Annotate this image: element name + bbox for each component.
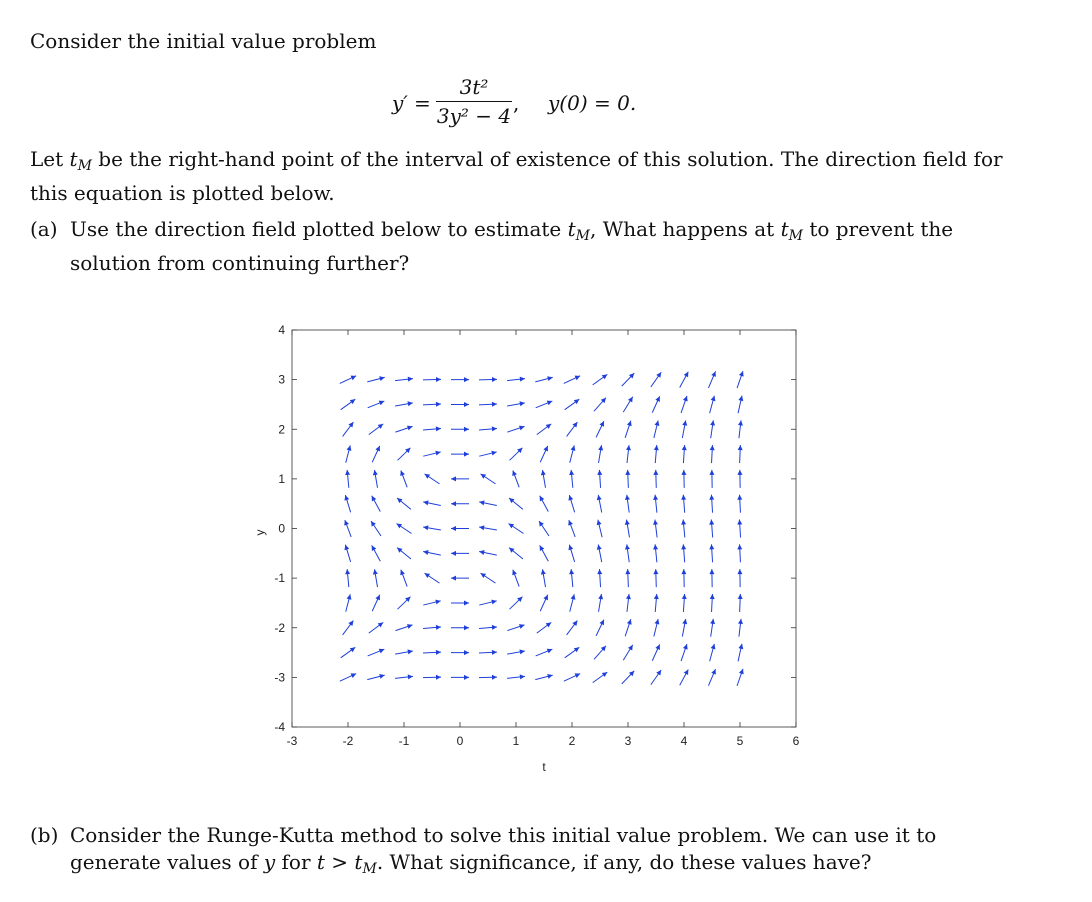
field-arrow [345,470,350,488]
field-arrow [738,396,743,414]
equation-denominator: 3y² − 4 [436,104,512,128]
field-arrow [597,544,602,562]
field-arrow [340,376,356,384]
field-arrow [653,470,658,488]
equation-lhs: y′ [392,91,408,115]
field-arrow [654,421,660,438]
field-arrow [570,445,576,462]
field-arrow [568,495,574,512]
field-arrow [622,373,634,386]
field-arrow [625,495,630,513]
field-arrow [541,569,546,587]
field-arrow [423,625,441,630]
part-a-var2: t [780,217,789,241]
field-arrow [568,545,574,562]
field-arrow [479,500,497,505]
field-arrow [651,670,661,685]
field-arrow [708,371,715,388]
part-a-text2: , What happens at [590,217,775,241]
field-arrow [451,675,469,680]
part-b-label: (b) [30,823,59,847]
field-arrow [564,376,580,384]
field-arrow [395,401,413,406]
field-arrow [738,644,743,662]
field-arrow [541,470,546,488]
field-arrow [709,495,714,513]
field-arrow [479,451,496,456]
field-arrow [653,569,658,587]
field-arrow [540,446,548,462]
field-arrow [737,569,742,587]
field-arrow [680,372,689,388]
field-arrow [565,647,580,658]
equation-numerator: 3t² [459,75,489,99]
part-b [30,822,1030,883]
part-b-gt: > [331,850,349,874]
part-b-text1: Consider the Runge-Kutta method to solve this initial value problem. We can use it to generate values of [70,823,937,874]
field-arrow [597,495,602,513]
field-arrow [625,544,630,562]
field-arrow [367,674,384,680]
field-arrow [479,402,497,407]
field-arrow [564,673,580,681]
field-arrow [681,470,686,488]
field-arrow [737,371,744,388]
p1-before: Let [30,147,64,171]
field-arrow [341,647,356,658]
field-arrow [423,600,440,605]
field-arrow [509,498,523,509]
field-arrow [625,421,631,438]
field-arrow [535,376,552,382]
p1-var: t [69,147,78,171]
field-arrow [653,544,658,562]
field-arrow [451,427,469,432]
field-arrow [481,573,496,583]
field-arrow [597,470,602,488]
field-arrow [596,620,604,636]
field-arrow [539,521,549,536]
field-arrow [594,646,606,659]
field-arrow [737,470,742,488]
p1-sub: M [77,158,92,174]
field-arrow [625,520,630,538]
field-arrow [372,446,380,462]
field-arrow [423,650,441,655]
field-arrow [340,673,356,681]
field-arrow [369,622,383,633]
field-arrow [344,545,350,562]
direction-field-arrows [340,371,744,686]
field-arrow [479,625,497,630]
field-arrow [597,569,602,587]
field-arrow [512,470,519,487]
field-arrow [423,525,441,530]
field-arrow [373,470,378,488]
y-tick-label: -4 [274,720,285,734]
initial-condition: y(0) = 0. [548,91,637,115]
field-arrow [738,619,743,637]
y-tick-label: 4 [278,323,285,337]
field-arrow [626,594,631,612]
field-arrow [625,470,630,488]
field-arrow [598,445,603,463]
field-arrow [398,448,411,461]
field-arrow [451,625,469,630]
field-arrow [651,372,661,387]
field-arrow [737,520,742,538]
x-tick-label: 6 [792,734,800,748]
part-a-sub2: M [788,228,803,244]
part-b-var-t: t [316,850,325,874]
field-arrow [710,445,715,463]
x-tick-label: -2 [342,734,354,748]
field-arrow [345,569,350,587]
equation-equals: = [414,91,431,115]
field-arrow [681,396,688,413]
field-arrow [479,550,497,555]
field-arrow [596,421,604,437]
field-arrow [451,501,469,506]
field-arrow [451,526,469,531]
field-arrow [681,544,686,562]
x-axis-label: t [542,760,546,774]
part-a-sub: M [575,228,591,244]
field-arrow [681,569,686,587]
field-arrow [710,396,716,413]
field-arrow [423,675,441,680]
field-arrow [507,377,525,382]
field-arrow [479,650,497,655]
field-arrow [710,420,715,438]
field-arrow [737,495,742,513]
field-arrow [397,524,412,534]
x-tick-label: -1 [398,734,410,748]
field-arrow [397,548,411,559]
intro-text: Consider the initial value problem [30,29,377,53]
field-arrow [372,595,380,611]
field-arrow [510,448,523,461]
p1-after: be the right-hand point of the interval of existence of this solution. The direction field for this equation is plotted below. [30,147,1003,205]
field-arrow [540,545,549,561]
field-arrow [423,426,441,431]
field-arrow [451,576,469,581]
field-arrow [653,495,658,513]
field-arrow [373,569,378,587]
field-arrow [346,445,352,462]
field-arrow [709,470,714,488]
field-arrow [567,621,578,635]
part-a-text3: to prevent the solution from continuing further? [70,217,954,275]
field-arrow [368,649,385,656]
field-arrow [372,496,381,512]
field-arrow [371,521,381,536]
field-arrow [710,619,715,637]
field-arrow [568,520,575,537]
field-arrow [593,374,608,385]
field-arrow [540,496,549,512]
field-arrow [372,545,381,561]
field-arrow [652,396,660,412]
field-arrow [654,594,659,612]
y-tick-label: 1 [278,471,285,486]
field-arrow [682,445,687,463]
field-arrow [738,594,743,612]
field-arrow [510,597,523,610]
y-tick-label: 2 [278,422,285,437]
field-arrow [626,445,631,463]
field-arrow [709,520,714,538]
field-arrow [451,650,469,655]
field-arrow [343,621,354,635]
field-arrow [537,424,551,435]
y-axis-label: y [253,529,267,536]
field-arrow [369,424,383,435]
x-tick-label: -3 [286,734,298,748]
field-arrow [738,420,743,438]
x-tick-label: 5 [736,734,744,748]
field-arrow [567,422,578,436]
field-arrow [594,398,606,411]
field-arrow [710,644,716,661]
field-arrow [395,649,413,654]
field-arrow [622,671,634,684]
field-arrow [536,401,553,408]
field-arrow [512,570,519,587]
plot-axes [274,323,799,748]
field-arrow [565,399,580,410]
part-b-text3: . What significance, if any, do these values have? [376,850,872,874]
field-arrow [397,498,411,509]
field-arrow [423,500,441,505]
field-arrow [395,377,413,382]
field-arrow [479,426,497,431]
field-arrow [625,569,630,587]
field-arrow [343,422,354,436]
field-arrow [569,569,574,587]
part-b-sub: M [362,861,377,877]
field-arrow [398,597,411,610]
y-tick-label: -1 [274,571,285,586]
field-arrow [423,402,441,407]
field-arrow [451,377,469,382]
part-b-var-tm: t [354,850,363,874]
y-tick-label: 0 [278,521,285,536]
field-arrow [344,495,350,512]
x-tick-label: 4 [680,734,688,748]
field-arrow [451,600,469,605]
field-arrow [708,669,715,686]
field-arrow [652,644,660,660]
field-arrow [451,452,469,457]
field-arrow [681,520,686,538]
field-arrow [710,594,715,612]
field-arrow [654,619,660,636]
field-arrow [593,672,608,683]
field-arrow [507,426,524,432]
field-arrow [344,520,351,537]
field-arrow [425,573,440,583]
field-arrow [507,674,525,679]
part-a-var: t [567,217,576,241]
x-tick-label: 3 [624,734,632,748]
field-arrow [681,644,688,661]
field-arrow [481,474,496,484]
part-a-text1: Use the direction field plotted below to estimate [70,217,562,241]
field-arrow [737,544,742,562]
field-arrow [400,570,407,587]
part-b-var-y: y [263,850,276,874]
field-arrow [395,624,412,630]
field-arrow [507,649,525,654]
field-arrow [569,470,574,488]
x-tick-label: 0 [456,734,464,748]
field-arrow [479,600,496,605]
field-arrow [597,520,602,538]
field-arrow [682,420,687,438]
field-arrow [395,426,412,432]
field-arrow [623,397,632,412]
y-tick-label: -2 [274,620,285,635]
field-arrow [709,544,714,562]
field-arrow [654,445,659,463]
field-arrow [395,674,413,679]
field-arrow [738,445,743,463]
field-arrow [623,645,632,660]
field-arrow [537,622,551,633]
field-arrow [423,550,441,555]
x-tick-label: 2 [568,734,576,748]
field-arrow [682,619,687,637]
field-arrow [535,674,552,680]
part-b-text2: for [281,850,311,874]
field-arrow [400,470,407,487]
field-arrow [451,476,469,481]
field-arrow [479,525,497,530]
field-arrow [507,401,525,406]
field-arrow [368,401,385,408]
field-arrow [681,495,686,513]
field-arrow [536,649,553,656]
equation-comma: , [513,91,520,115]
field-arrow [625,619,631,636]
y-tick-label: 3 [278,372,285,387]
field-arrow [682,594,687,612]
field-arrow [423,377,441,382]
field-arrow [425,474,440,484]
field-arrow [423,451,440,456]
field-arrow [737,669,744,686]
field-arrow [367,376,384,382]
field-arrow [709,569,714,587]
field-arrow [540,595,548,611]
field-arrow [479,675,497,680]
field-arrow [570,594,576,611]
field-arrow [509,548,523,559]
field-arrow [598,594,603,612]
x-tick-label: 1 [512,734,520,748]
field-arrow [479,377,497,382]
field-arrow [451,551,469,556]
field-arrow [341,399,356,410]
field-arrow [507,624,524,630]
field-arrow [451,402,469,407]
field-arrow [509,524,524,534]
y-tick-label: -3 [274,670,285,685]
part-a-label: (a) [30,217,58,241]
field-arrow [680,669,689,685]
field-arrow [653,520,658,538]
field-arrow [346,594,352,611]
